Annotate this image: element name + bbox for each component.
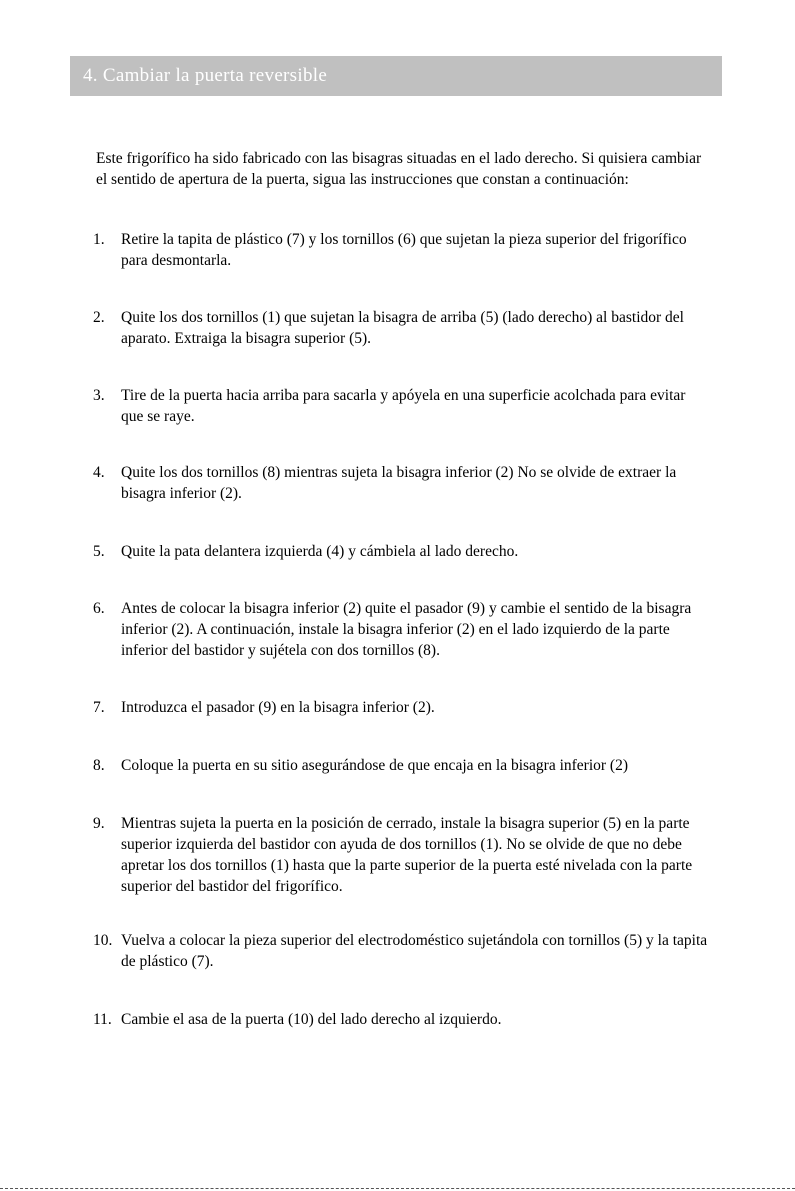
step-text: Quite los dos tornillos (1) que sujetan la bisagra de arriba (5) (lado derecho) al bastidor del aparato. Extraiga la bisagra superior (5). [121, 309, 684, 347]
step-number: 3. [93, 387, 105, 404]
step-text: Cambie el asa de la puerta (10) del lado derecho al izquierdo. [121, 1011, 502, 1028]
step-number: 5. [93, 543, 105, 560]
step-number: 6. [93, 600, 105, 617]
section-header [70, 56, 722, 96]
step-number: 1. [93, 231, 105, 248]
step-number: 7. [93, 699, 105, 716]
step-text: Vuelva a colocar la pieza superior del electrodoméstico sujetándola con tornillos (5) y la tapita de plástico (7). [121, 932, 708, 970]
list-item [93, 755, 708, 776]
list-item [93, 229, 708, 271]
list-item [93, 930, 708, 972]
section-title: 4. Cambiar la puerta reversible [83, 65, 328, 86]
step-number: 4. [93, 464, 105, 481]
list-item [93, 307, 708, 349]
step-number: 2. [93, 309, 105, 326]
step-number: 9. [93, 815, 105, 832]
list-item [93, 385, 708, 427]
page-bottom-divider [0, 1188, 795, 1189]
step-text: Quite la pata delantera izquierda (4) y cámbiela al lado derecho. [121, 543, 519, 560]
step-text: Introduzca el pasador (9) en la bisagra inferior (2). [121, 699, 435, 716]
step-text: Tire de la puerta hacia arriba para sacarla y apóyela en una superficie acolchada para evitar que se raye. [121, 387, 686, 425]
step-text: Mientras sujeta la puerta en la posición de cerrado, instale la bisagra superior (5) en la parte superior izquierda del bastidor con ayuda de dos tornillos (1). No se olvide de que no debe apretar los dos tornillos (1) hasta que la parte superior de la puerta esté nivelada con la parte superior del bastidor del frigorífico. [121, 815, 693, 895]
step-text: Coloque la puerta en su sitio asegurándose de que encaja en la bisagra inferior (2) [121, 757, 629, 774]
step-text: Antes de colocar la bisagra inferior (2) quite el pasador (9) y cambie el sentido de la bisagra inferior (2). A continuación, instale la bisagra inferior (2) en el lado izquierdo de la parte inferior del bastidor y sujétela con dos tornillos (8). [121, 600, 692, 659]
step-number: 10. [93, 932, 113, 949]
list-item [93, 541, 708, 562]
list-item [93, 598, 708, 661]
list-item [93, 1009, 708, 1030]
intro-paragraph: Este frigorífico ha sido fabricado con las bisagras situadas en el lado derecho. Si quisiera cambiar el sentido de apertura de la puerta, sigua las instrucciones que constan a continuación: [96, 150, 702, 188]
step-text: Quite los dos tornillos (8) mientras sujeta la bisagra inferior (2) No se olvide de extraer la bisagra inferior (2). [121, 464, 677, 502]
step-number: 11. [93, 1011, 112, 1028]
step-text: Retire la tapita de plástico (7) y los tornillos (6) que sujetan la pieza superior del frigorífico para desmontarla. [121, 231, 687, 269]
list-item [93, 462, 708, 504]
list-item [93, 697, 708, 718]
step-number: 8. [93, 757, 105, 774]
list-item [93, 813, 708, 897]
